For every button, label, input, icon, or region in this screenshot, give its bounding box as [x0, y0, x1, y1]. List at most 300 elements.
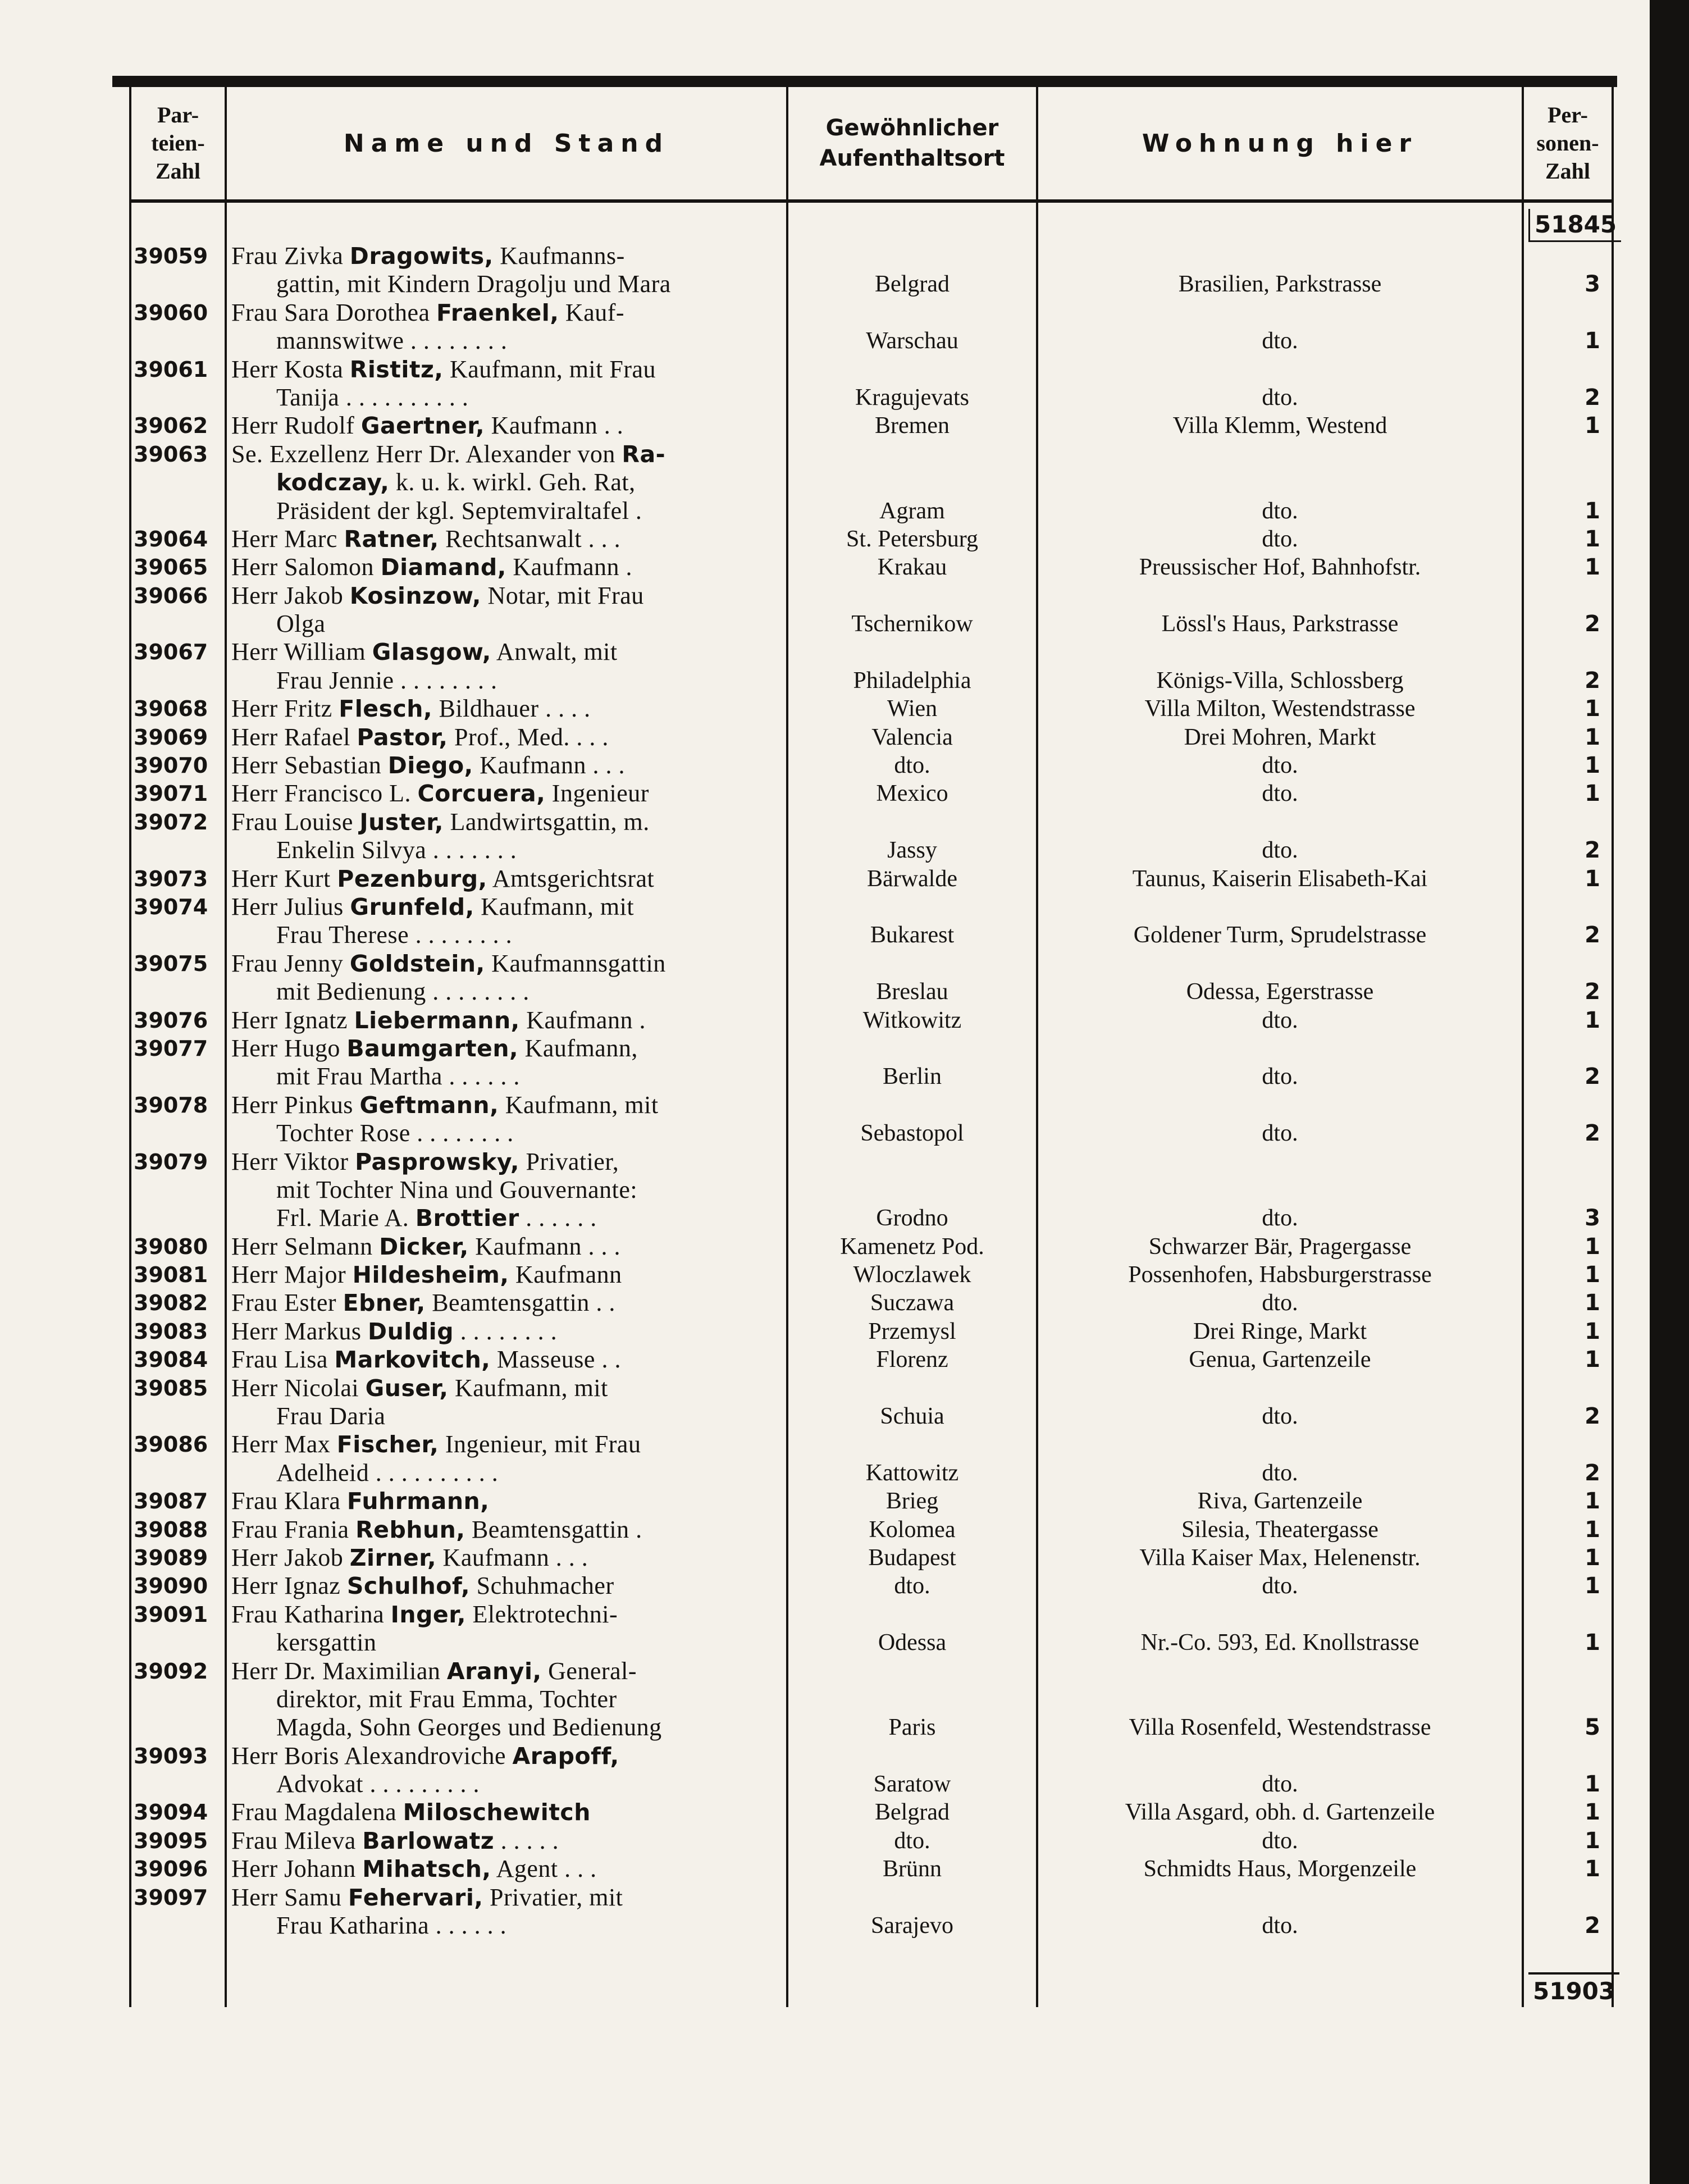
table-row: [130, 1742, 1613, 1799]
person-count: 1: [1585, 1630, 1600, 1656]
party-number-cell: [130, 242, 226, 299]
name-line: [231, 1487, 782, 1515]
surname: Corcuera,: [417, 780, 546, 808]
table-row: [130, 582, 1613, 639]
name-line: [231, 610, 782, 638]
party-number: 39074: [134, 894, 208, 919]
party-number-cell: [130, 1346, 226, 1374]
name-text: Privatier, mit: [483, 1883, 623, 1911]
usual-residence: Brünn: [883, 1856, 942, 1882]
local-address-cell: [1037, 525, 1523, 553]
name-text: Kaufmann .: [506, 553, 633, 581]
name-cell: [226, 525, 787, 553]
name-line: [231, 667, 782, 695]
name-line: [231, 1289, 782, 1317]
party-number-cell: [130, 1289, 226, 1317]
surname: kodczay,: [276, 469, 390, 496]
usual-residence: Kragujevats: [855, 384, 969, 411]
name-text: Kauf-: [559, 298, 625, 326]
person-count-cell: [1523, 1657, 1613, 1742]
surname: Pezenburg,: [337, 865, 487, 892]
person-count-cell: [1523, 440, 1613, 525]
party-number: 39073: [134, 866, 208, 891]
table-row: [130, 808, 1613, 865]
name-line: [231, 1346, 782, 1374]
person-count: 2: [1585, 1913, 1600, 1939]
name-text: Frau Frania: [231, 1515, 356, 1543]
local-address-cell: [1037, 950, 1523, 1006]
local-address: Silesia, Theatergasse: [1181, 1516, 1378, 1543]
name-text: Frau Mileva: [231, 1826, 363, 1854]
surname: Barlowatz: [362, 1827, 495, 1854]
surname: Pasprowsky,: [355, 1148, 519, 1175]
name-text: Masseuse . .: [490, 1346, 621, 1374]
table-row: [130, 1289, 1613, 1317]
usual-residence: Sarajevo: [871, 1913, 953, 1939]
name-line: [231, 638, 782, 666]
person-count: 1: [1585, 526, 1600, 552]
party-number-cell: [130, 1657, 226, 1742]
usual-residence-cell: [787, 242, 1037, 299]
name-text: Herr Julius: [231, 892, 350, 920]
name-text: Herr Rudolf: [231, 412, 361, 440]
name-text: Frl. Marie A.: [276, 1204, 416, 1232]
local-address: dto.: [1262, 328, 1298, 354]
usual-residence: Bremen: [875, 413, 950, 439]
table-row: [130, 638, 1613, 695]
name-line: [231, 1006, 782, 1034]
name-text: Frau Lisa: [231, 1346, 335, 1374]
header-local-address: Wohnung hier: [1037, 87, 1523, 201]
name-line: [231, 582, 782, 610]
scan-dark-edge: [1650, 0, 1689, 2184]
local-address: dto.: [1262, 1007, 1298, 1033]
name-text: Herr Kosta: [231, 355, 350, 383]
name-cell: [226, 950, 787, 1006]
usual-residence: Krakau: [877, 554, 947, 581]
usual-residence: Kolomea: [869, 1516, 956, 1543]
name-cell: [226, 1884, 787, 1940]
party-number: 39061: [134, 357, 208, 382]
usual-residence: Wien: [887, 696, 938, 722]
name-text: Privatier,: [519, 1147, 619, 1175]
party-number: 39089: [134, 1545, 208, 1570]
name-text: Frau Jennie . . . . . . . .: [276, 666, 497, 694]
header-person-count: Per- sonen- Zahl: [1523, 87, 1613, 201]
name-line: [231, 440, 782, 468]
name-text: . . . . . . . .: [454, 1317, 558, 1345]
table-row: [130, 1034, 1613, 1091]
usual-residence: Grodno: [876, 1205, 948, 1232]
usual-residence-cell: [787, 695, 1037, 723]
party-number-cell: [130, 808, 226, 865]
name-line: [231, 525, 782, 553]
local-address: Riva, Gartenzeile: [1197, 1488, 1363, 1515]
name-line: [231, 1176, 782, 1204]
surname: Markovitch,: [334, 1346, 491, 1374]
surname: Hildesheim,: [352, 1261, 509, 1289]
person-count-cell: [1523, 242, 1613, 299]
local-address-cell: [1037, 1374, 1523, 1431]
usual-residence-cell: [787, 1430, 1037, 1487]
person-count-cell: [1523, 412, 1613, 440]
local-address: dto.: [1262, 1573, 1298, 1599]
name-cell: [226, 1544, 787, 1572]
surname: Ristitz,: [349, 355, 444, 383]
name-cell: [226, 1374, 787, 1431]
usual-residence-cell: [787, 808, 1037, 865]
name-cell: [226, 1091, 787, 1148]
local-address: Preussischer Hof, Bahnhofstr.: [1139, 554, 1421, 581]
local-address-cell: [1037, 1742, 1523, 1799]
usual-residence: Witkowitz: [862, 1007, 962, 1033]
name-line: [231, 412, 782, 440]
usual-residence-cell: [787, 751, 1037, 779]
total-row: [130, 1940, 1613, 2007]
name-text: Herr Boris Alexandroviche: [231, 1741, 513, 1770]
local-address-cell: [1037, 1034, 1523, 1091]
person-count-cell: [1523, 1572, 1613, 1600]
party-number-cell: [130, 299, 226, 355]
local-address: dto.: [1262, 498, 1298, 524]
name-text: Kaufmann . . .: [473, 751, 625, 779]
name-line: [231, 779, 782, 808]
usual-residence-cell: [787, 779, 1037, 808]
name-cell: [226, 1798, 787, 1826]
local-address-cell: [1037, 865, 1523, 893]
surname: Inger,: [390, 1601, 466, 1628]
party-number: 39085: [134, 1375, 208, 1401]
local-address-cell: [1037, 242, 1523, 299]
usual-residence: St. Petersburg: [846, 526, 978, 552]
name-cell: [226, 1233, 787, 1261]
name-line: [231, 1544, 782, 1572]
table-row: [130, 412, 1613, 440]
name-line: [231, 1601, 782, 1629]
local-address-cell: [1037, 1657, 1523, 1742]
usual-residence-cell: [787, 893, 1037, 950]
name-line: [231, 1657, 782, 1685]
name-line: [231, 553, 782, 581]
party-number-cell: [130, 1487, 226, 1515]
name-line: [231, 327, 782, 355]
person-count: 2: [1585, 922, 1600, 949]
person-count-cell: [1523, 1827, 1613, 1855]
party-number-cell: [130, 1233, 226, 1261]
usual-residence: dto.: [894, 753, 930, 779]
surname: Fischer,: [336, 1431, 439, 1458]
party-number-cell: [130, 950, 226, 1006]
party-number: 39082: [134, 1291, 208, 1316]
person-count: 1: [1585, 1573, 1600, 1599]
table-row: [130, 299, 1613, 355]
name-text: Herr Major: [231, 1261, 353, 1289]
party-number: 39068: [134, 696, 208, 722]
name-text: kersgattin: [276, 1629, 377, 1657]
name-text: Herr Johann: [231, 1855, 363, 1883]
surname: Miloschewitch: [403, 1799, 591, 1826]
usual-residence-cell: [787, 553, 1037, 581]
name-text: Anwalt, mit: [491, 638, 618, 666]
person-count: 1: [1585, 328, 1600, 354]
local-address: Schmidts Haus, Morgenzeile: [1143, 1856, 1417, 1882]
name-line: [231, 242, 782, 270]
party-number: 39097: [134, 1885, 208, 1910]
name-text: Magda, Sohn Georges und Bedienung: [276, 1713, 662, 1741]
table-row: [130, 1601, 1613, 1657]
table-row: [130, 893, 1613, 950]
party-number: 39079: [134, 1149, 208, 1174]
local-address-cell: [1037, 1798, 1523, 1826]
local-address-cell: [1037, 723, 1523, 751]
usual-residence-cell: [787, 525, 1037, 553]
usual-residence-cell: [787, 1233, 1037, 1261]
usual-residence: Belgrad: [875, 1799, 950, 1826]
name-text: Beamtensgattin . .: [425, 1289, 615, 1317]
usual-residence-cell: [787, 1374, 1037, 1431]
name-text: Herr Sebastian: [231, 751, 388, 779]
surname: Juster,: [359, 808, 444, 836]
name-line: [231, 468, 782, 496]
header-party-number: Par- teien- Zahl: [130, 87, 226, 201]
person-count: 3: [1585, 271, 1600, 298]
name-text: Kaufmann: [509, 1261, 622, 1289]
usual-residence: Jassy: [887, 837, 937, 864]
party-number: 39059: [134, 244, 208, 268]
person-count-cell: [1523, 1346, 1613, 1374]
usual-residence-cell: [787, 1572, 1037, 1600]
usual-residence-cell: [787, 1006, 1037, 1034]
surname: Geftmann,: [359, 1091, 499, 1119]
table-row: [130, 1091, 1613, 1148]
person-count: 1: [1585, 1771, 1600, 1798]
name-text: Herr Marc: [231, 525, 344, 553]
header-row: [130, 87, 1613, 201]
person-count-cell: [1523, 1516, 1613, 1544]
table-row: [130, 1487, 1613, 1515]
name-text: Herr Fritz: [231, 695, 339, 723]
person-count: 1: [1585, 865, 1600, 892]
local-address-cell: [1037, 1289, 1523, 1317]
person-count-cell: [1523, 1006, 1613, 1034]
name-text: Kaufmann,: [518, 1034, 638, 1062]
person-count: 1: [1585, 753, 1600, 779]
usual-residence: Suczawa: [870, 1290, 955, 1316]
name-cell: [226, 808, 787, 865]
party-number-cell: [130, 525, 226, 553]
local-address: Drei Mohren, Markt: [1184, 724, 1376, 750]
usual-residence-cell: [787, 1289, 1037, 1317]
local-address-cell: [1037, 1601, 1523, 1657]
local-address: dto.: [1262, 837, 1298, 864]
table-row: [130, 1006, 1613, 1034]
name-text: Amtsgerichtsrat: [487, 864, 655, 892]
table-row: [130, 525, 1613, 553]
local-address-cell: [1037, 553, 1523, 581]
name-text: Kaufmanns-: [493, 242, 625, 270]
name-text: Frau Katharina: [231, 1600, 391, 1628]
surname: Diego,: [387, 752, 473, 779]
usual-residence: Budapest: [868, 1544, 956, 1571]
name-cell: [226, 723, 787, 751]
usual-residence: Wloczlawek: [853, 1262, 971, 1288]
party-number: 39075: [134, 951, 208, 976]
party-number-cell: [130, 723, 226, 751]
person-count-cell: [1523, 1289, 1613, 1317]
name-text: mannswitwe . . . . . . . .: [276, 327, 508, 355]
local-address: dto.: [1262, 753, 1298, 779]
person-count-cell: [1523, 865, 1613, 893]
person-count-cell: [1523, 1317, 1613, 1346]
local-address-cell: [1037, 1091, 1523, 1148]
local-address: Villa Milton, Westendstrasse: [1144, 696, 1416, 722]
person-count: 1: [1585, 696, 1600, 722]
name-text: Kaufmann . .: [485, 412, 624, 440]
name-text: Frau Katharina . . . . . .: [276, 1912, 507, 1940]
person-count: 3: [1585, 1205, 1600, 1232]
carry-over-total: 51845: [1528, 209, 1621, 242]
usual-residence-cell: [787, 355, 1037, 412]
local-address-cell: [1037, 1346, 1523, 1374]
name-line: [231, 1629, 782, 1657]
party-number-cell: [130, 1601, 226, 1657]
surname: Dicker,: [379, 1233, 469, 1260]
person-count: 1: [1585, 1318, 1600, 1344]
name-cell: [226, 1742, 787, 1799]
local-address: dto.: [1262, 1827, 1298, 1854]
spacer-cell: [130, 1940, 226, 2007]
name-text: Tochter Rose . . . . . . . .: [276, 1119, 514, 1147]
local-address-cell: [1037, 440, 1523, 525]
name-text: Schuhmacher: [470, 1572, 614, 1600]
name-line: [231, 1374, 782, 1402]
name-cell: [226, 1572, 787, 1600]
name-line: [231, 1119, 782, 1147]
name-cell: [226, 299, 787, 355]
party-number-cell: [130, 355, 226, 412]
person-count-cell: [1523, 751, 1613, 779]
name-line: [231, 921, 782, 949]
local-address: Odessa, Egerstrasse: [1186, 979, 1374, 1005]
name-text: Kaufmann, mit Frau: [443, 355, 656, 383]
local-address: dto.: [1262, 781, 1298, 807]
party-number: 39093: [134, 1743, 208, 1768]
person-count-cell: [1523, 553, 1613, 581]
person-count-cell: [1523, 1374, 1613, 1431]
name-text: Herr Nicolai: [231, 1374, 366, 1402]
party-number-cell: [130, 582, 226, 639]
party-number-cell: [130, 1148, 226, 1233]
usual-residence: Berlin: [883, 1064, 942, 1090]
party-number-cell: [130, 1742, 226, 1799]
usual-residence-cell: [787, 638, 1037, 695]
usual-residence: Florenz: [876, 1347, 948, 1373]
local-address: Villa Asgard, obh. d. Gartenzeile: [1125, 1799, 1435, 1826]
spacer-cell: [1037, 201, 1523, 242]
name-line: [231, 1855, 782, 1883]
person-count-cell: [1523, 1148, 1613, 1233]
local-address: Villa Kaiser Max, Helenenstr.: [1139, 1544, 1421, 1571]
surname: Flesch,: [339, 695, 433, 723]
party-number: 39092: [134, 1658, 208, 1684]
name-text: Prof., Med. . . .: [448, 723, 609, 751]
person-count: 1: [1585, 724, 1600, 750]
local-address: dto.: [1262, 384, 1298, 411]
party-number-cell: [130, 412, 226, 440]
name-text: Herr Markus: [231, 1317, 368, 1345]
name-cell: [226, 1601, 787, 1657]
person-count: 2: [1585, 384, 1600, 411]
table-row: [130, 723, 1613, 751]
name-cell: [226, 355, 787, 412]
usual-residence-cell: [787, 1657, 1037, 1742]
person-count-cell: [1523, 950, 1613, 1006]
table-row: [130, 1233, 1613, 1261]
local-address: Possenhofen, Habsburgerstrasse: [1128, 1262, 1432, 1288]
party-number: 39088: [134, 1517, 208, 1542]
person-count-cell: [1523, 808, 1613, 865]
surname: Ra-: [622, 440, 666, 468]
party-number-cell: [130, 893, 226, 950]
name-cell: [226, 582, 787, 639]
name-text: mit Tochter Nina und Gouvernante:: [276, 1175, 638, 1203]
usual-residence: Mexico: [876, 781, 948, 807]
person-count-cell: [1523, 1798, 1613, 1826]
usual-residence-cell: [787, 1487, 1037, 1515]
party-number-cell: [130, 1884, 226, 1940]
name-cell: [226, 1346, 787, 1374]
usual-residence-cell: [787, 440, 1037, 525]
page-total: 51903: [1528, 1972, 1619, 2007]
person-count-cell: [1523, 1487, 1613, 1515]
name-text: Rechtsanwalt . . .: [439, 525, 621, 553]
name-text: Herr Francisco L.: [231, 779, 418, 808]
party-number-cell: [130, 1572, 226, 1600]
surname: Goldstein,: [349, 950, 485, 977]
party-number: 39078: [134, 1092, 208, 1118]
party-number-cell: [130, 779, 226, 808]
name-text: Kaufmann, mit: [448, 1374, 608, 1402]
header-name-and-status: Name und Stand: [226, 87, 787, 201]
person-count: 1: [1585, 1347, 1600, 1373]
surname: Aranyi,: [446, 1657, 542, 1685]
party-number: 39065: [134, 555, 208, 580]
person-count: 2: [1585, 1064, 1600, 1090]
party-number-cell: [130, 1430, 226, 1487]
surname: Kosinzow,: [349, 582, 481, 609]
usual-residence-cell: [787, 865, 1037, 893]
surname: Baumgarten,: [346, 1034, 519, 1062]
name-cell: [226, 1261, 787, 1289]
usual-residence-cell: [787, 1516, 1037, 1544]
local-address-cell: [1037, 412, 1523, 440]
surname: Arapoff,: [512, 1742, 619, 1770]
name-text: Herr Dr. Maximilian: [231, 1657, 447, 1685]
usual-residence-cell: [787, 1091, 1037, 1148]
spacer-cell: [226, 1940, 787, 2007]
party-number-cell: [130, 865, 226, 893]
name-line: [231, 1459, 782, 1487]
name-line: [231, 1912, 782, 1940]
local-address: dto.: [1262, 1771, 1298, 1798]
usual-residence-cell: [787, 582, 1037, 639]
name-text: Tanija . . . . . . . . . .: [276, 383, 469, 411]
surname: Mihatsch,: [362, 1855, 491, 1883]
usual-residence-cell: [787, 723, 1037, 751]
name-cell: [226, 1657, 787, 1742]
person-count: 1: [1585, 413, 1600, 439]
person-count-cell: [1523, 1884, 1613, 1940]
